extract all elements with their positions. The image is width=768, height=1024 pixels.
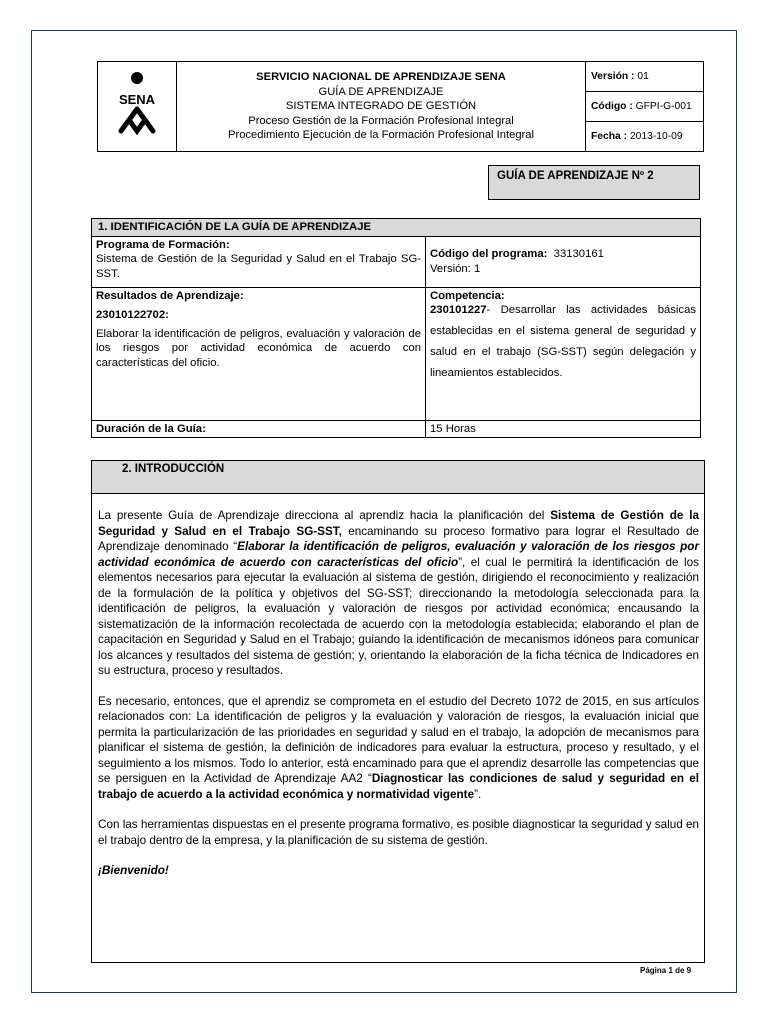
page-number: Página 1 de 9 xyxy=(640,966,692,975)
duracion-label: Duración de la Guía: xyxy=(92,420,426,438)
codigo-cell: Código : GFPI-G-001 xyxy=(586,92,704,122)
codigo-programa-cell: Código del programa: 33130161 Versión: 1 xyxy=(426,236,701,287)
introduction-body xyxy=(91,494,705,963)
header-title-block xyxy=(177,62,586,152)
identification-heading: 1. IDENTIFICACIÓN DE LA GUÍA DE APRENDIZAJE xyxy=(92,219,701,237)
fecha-cell: Fecha : 2013-10-09 xyxy=(586,122,704,152)
process-name: Proceso Gestión de la Formación Profesional Integral xyxy=(248,114,514,127)
sena-logo-cell xyxy=(98,62,177,152)
sena-logo-icon xyxy=(107,69,167,139)
duracion-value: 15 Horas xyxy=(426,420,701,438)
system-name: SISTEMA INTEGRADO DE GESTIÓN xyxy=(285,100,477,113)
svg-text:SENA: SENA xyxy=(118,92,156,107)
identification-table xyxy=(91,218,701,438)
intro-paragraph-2: Es necesario, entonces, que el aprendiz se comprometa en el estudio del Decreto 1072 de 2015, en sus artículos relacionados con: La identificación de peligros y la evaluación y valoración de riesgos, la evaluación inicial que permita la particularización de las prioridades en seguridad y salud en el trabajo, la adopción de mecanismos para planificar el sistema de gestión, la definición de indicadores para evaluar la estructura, proceso y resultado, y el seguimiento a los mismos. Todo lo anterior, está encaminado para que el aprendiz desarrolle las competencias que se persiguen en la Actividad de Aprendizaje AA2 “Diagnosticar las condiciones de salud y seguridad en el trabajo de acuerdo a la actividad económica y normatividad vigente”. xyxy=(98,694,699,801)
document-header xyxy=(97,61,704,152)
doc-type: GUÍA DE APRENDIZAJE xyxy=(318,85,444,98)
intro-paragraph-1: La presente Guía de Aprendizaje direcciona al aprendiz hacia la planificación del Sistema de Gestión de la Seguridad y Salud en el Trabajo SG-SST, encaminando su proceso formativo para lograr el Resultado de Aprendizaje denominado “Elaborar la identificación de peligros, evaluación y valoración de los riesgos por actividad económica de acuerdo con características del oficio”, el cual le permitirá la identificación de los elementos necesarios para ejecutar la evaluación al sistema de gestión, dirigiendo el reconocimiento y realización de la formulación de la política y objetivos del SG-SST; direccionando la metodología seleccionada para la identificación de peligros, la evaluación y valoración de riesgos por actividad económica; encausando la sistematización de la información recolectada de acuerdo con la metodología establecida; elaborando el plan de capacitación en Seguridad y Salud en el Trabajo; guiando la identificación de mecanismos idóneos para comunicar los alcances y resultados del sistema de gestión; y, orientando la elaboración de la ficha técnica de Indicadores en su estructura, proceso y resultados. xyxy=(98,509,699,677)
procedure-name: Procedimiento Ejecución de la Formación Profesional Integral xyxy=(228,129,534,142)
org-name: SERVICIO NACIONAL DE APRENDIZAJE SENA xyxy=(256,71,506,84)
introduction-heading: 2. INTRODUCCIÓN xyxy=(91,460,705,494)
programa-cell: Programa de Formación: Sistema de Gestión de la Seguridad y Salud en el Trabajo SG-SST. xyxy=(92,236,426,287)
welcome-text: ¡Bienvenido! xyxy=(98,864,169,877)
intro-paragraph-3: Con las herramientas dispuestas en el presente programa formativo, es posible diagnosticar la seguridad y salud en el trabajo dentro de la empresa, y la planificación de su sistema de gestión. xyxy=(98,818,699,847)
competencia-cell: Competencia: 230101227- Desarrollar las actividades básicas establecidas en el sistema general de seguridad y salud en el trabajo (SG-SST) según delegación y lineamientos establecidos. xyxy=(426,287,701,420)
guia-number-title: GUÍA DE APRENDIZAJE Nº 2 xyxy=(488,165,700,200)
version-cell: Versión : 01 xyxy=(586,62,704,92)
resultados-cell: Resultados de Aprendizaje: 23010122702: Elaborar la identificación de peligros, evaluación y valoración de los riesgos por actividad económica de acuerdo con características del oficio. xyxy=(92,287,426,420)
